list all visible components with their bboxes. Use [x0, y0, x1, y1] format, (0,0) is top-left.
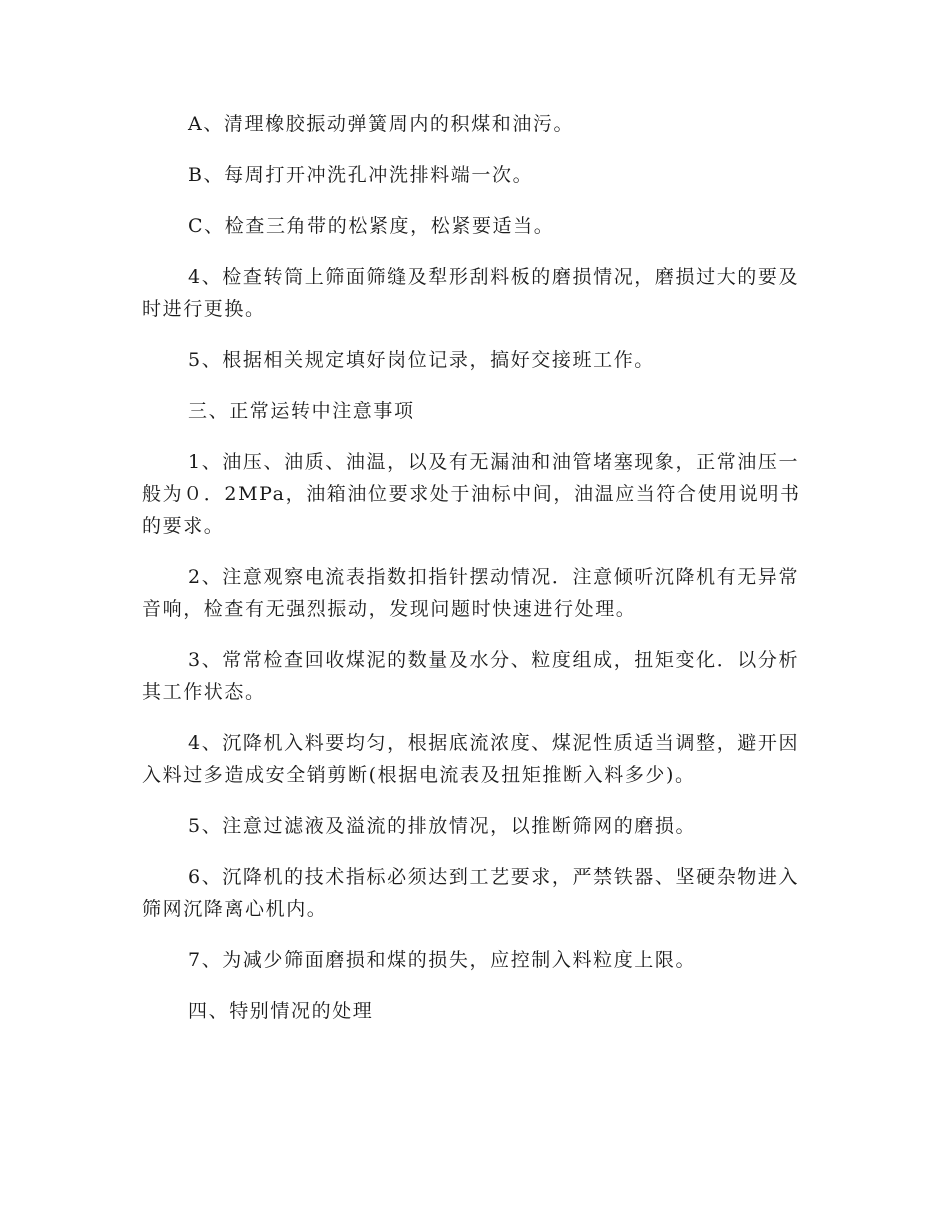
paragraph-a-clean-spring: A、清理橡胶振动弹簧周内的积煤和油污。 — [188, 113, 575, 135]
paragraph-6-technical-indicators: 6、沉降机的技术指标必须达到工艺要求，严禁铁器、坚硬杂物进入筛网沉降离心机内。 — [142, 866, 800, 920]
document-body — [142, 108, 807, 1046]
paragraph-4-check-screen: 4、检查转筒上筛面筛缝及犁形刮料板的磨损情况，磨损过大的要及时进行更换。 — [142, 266, 800, 320]
paragraph-3-slime-check: 3、常常检查回收煤泥的数量及水分、粒度组成，扭矩变化．以分析其工作状态。 — [142, 649, 800, 703]
section-heading-special-situations: 四、特别情况的处理 — [188, 1000, 374, 1022]
paragraph-4-feed-uniform: 4、沉降机入料要均匀，根据底流浓度、煤泥性质适当调整，避开因入料过多造成安全销剪断(根据电流表及扭矩推断入料多少)。 — [142, 732, 800, 786]
paragraph-5-filtrate: 5、注意过滤液及溢流的排放情况，以推断筛网的磨损。 — [188, 815, 697, 837]
section-heading-normal-operation: 三、正常运转中注意事项 — [188, 400, 415, 422]
paragraph-c-check-belt: C、检查三角带的松紧度，松紧要适当。 — [188, 215, 555, 237]
paragraph-5-shift-record: 5、根据相关规定填好岗位记录，搞好交接班工作。 — [188, 349, 655, 371]
paragraph-1-oil-pressure: 1、油压、油质、油温，以及有无漏油和油管堵塞现象，正常油压一般为０．2MPa，油箱油位要求处于油标中间，油温应当符合使用说明书的要求。 — [142, 451, 801, 537]
paragraph-2-ammeter: 2、注意观察电流表指数扣指针摆动情况．注意倾听沉降机有无异常音响，检查有无强烈振动，发现问题时快速进行处理。 — [142, 566, 800, 620]
paragraph-7-feed-size: 7、为减少筛面磨损和煤的损失，应控制入料粒度上限。 — [188, 949, 697, 971]
paragraph-b-flush-discharge: B、每周打开冲洗孔冲洗排料端一次。 — [188, 164, 534, 186]
